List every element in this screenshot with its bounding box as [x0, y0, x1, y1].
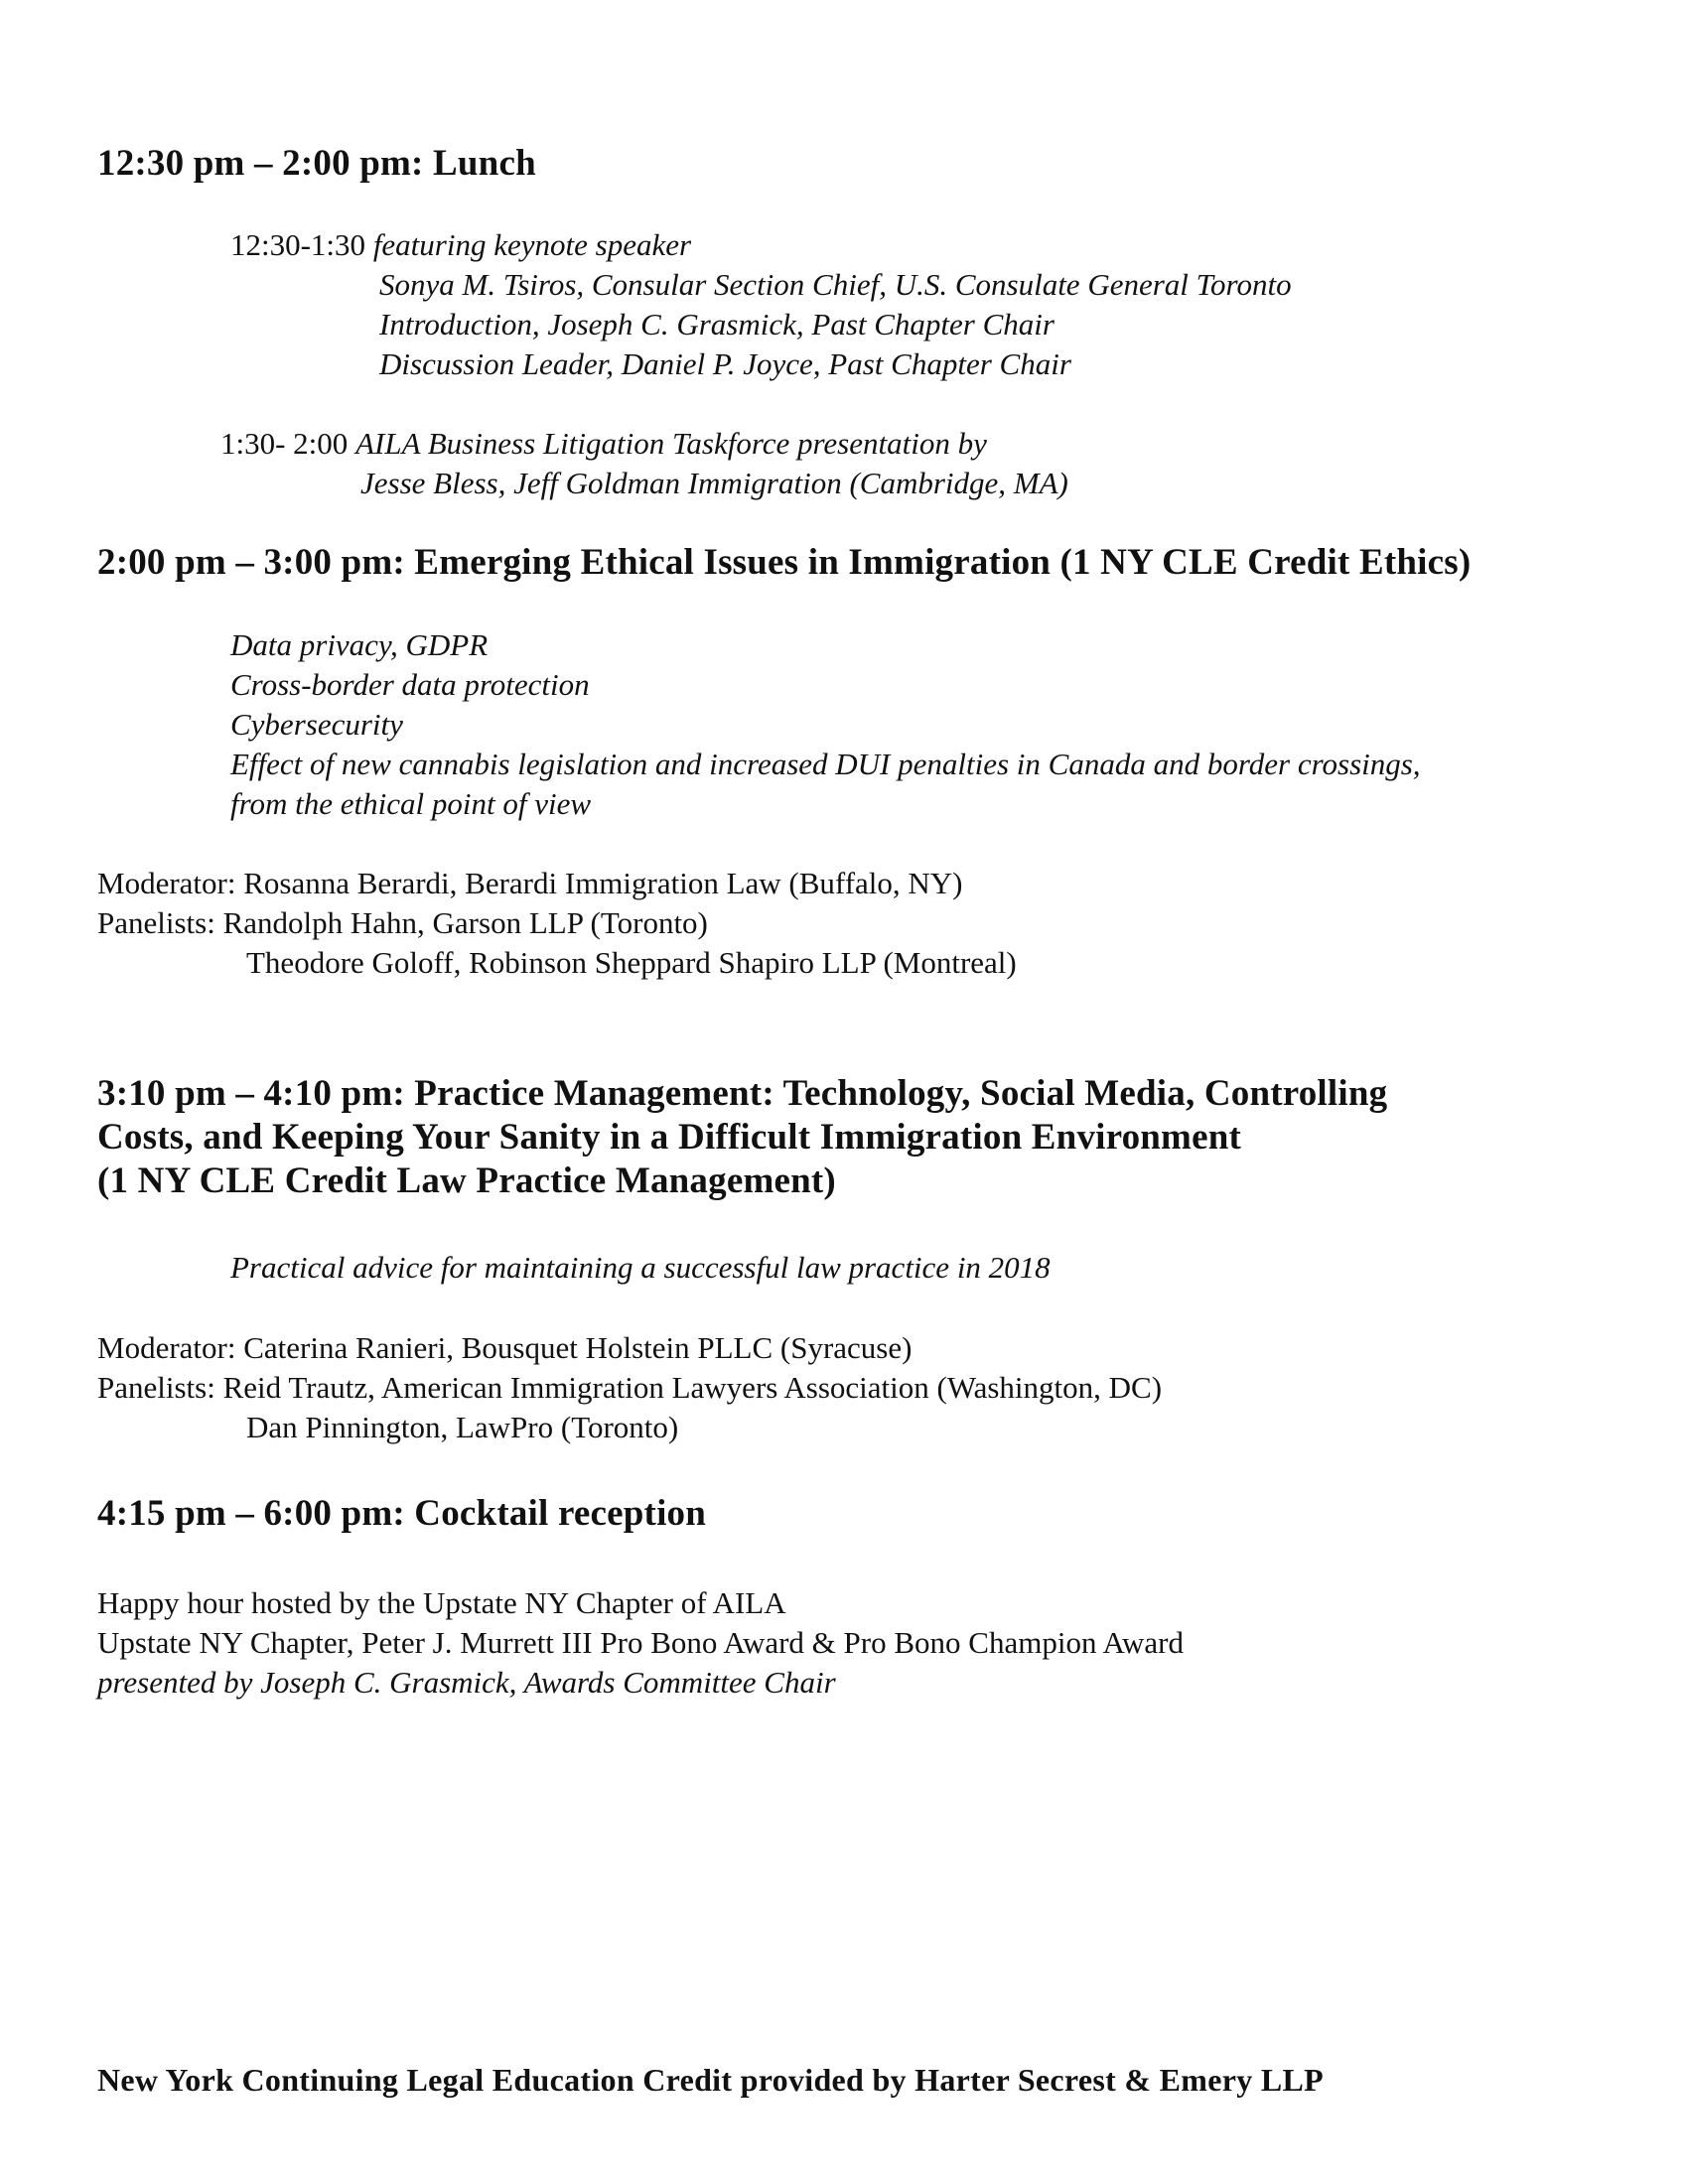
- panelist: Theodore Goloff, Robinson Sheppard Shapiro LLP (Montreal): [246, 945, 1017, 980]
- heading-line: 3:10 pm – 4:10 pm: Practice Management: Technology, Social Media, Controlling: [97, 1073, 1388, 1114]
- session-lunch: [0, 142, 1688, 186]
- topic-item: Data privacy, GDPR: [230, 627, 489, 662]
- session-heading: [0, 1072, 1688, 1203]
- topic-item: Cross-border data protection: [230, 667, 590, 702]
- topic-item: Effect of new cannabis legislation and increased DUI penalties in Canada and border crossings,: [230, 747, 1421, 781]
- session-practice-management: [0, 1072, 1688, 1203]
- item-line: Jesse Bless, Jeff Goldman Immigration (Cambridge, MA): [360, 466, 1068, 500]
- item-line: Introduction, Joseph C. Grasmick, Past Chapter Chair: [379, 307, 1055, 341]
- item-line: Sonya M. Tsiros, Consular Section Chief, U.S. Consulate General Toronto: [379, 267, 1292, 302]
- session-heading: 12:30 pm – 2:00 pm: Lunch: [97, 143, 536, 184]
- cle-credit-note: New York Continuing Legal Education Credit provided by Harter Secrest & Emery LLP: [97, 2062, 1324, 2098]
- aila-time-line: [0, 424, 1688, 464]
- session-ethics: [0, 541, 1688, 585]
- session-heading: 2:00 pm – 3:00 pm: Emerging Ethical Issues in Immigration (1 NY CLE Credit Ethics): [97, 542, 1472, 583]
- detail-line: Upstate NY Chapter, Peter J. Murrett III Pro Bono Award & Pro Bono Champion Award: [97, 1625, 1184, 1660]
- footer: [0, 2028, 1688, 2131]
- heading-line: Costs, and Keeping Your Sanity in a Difficult Immigration Environment: [97, 1117, 1242, 1158]
- ethics-topics: [0, 625, 1688, 824]
- item-time: 1:30- 2:00: [220, 426, 349, 461]
- practice-speakers: [0, 1328, 1688, 1447]
- ethics-speakers: [0, 864, 1688, 983]
- detail-line: Happy hour hosted by the Upstate NY Chapter of AILA: [97, 1585, 786, 1620]
- moderator: Moderator: Caterina Ranieri, Bousquet Holstein PLLC (Syracuse): [97, 1330, 913, 1365]
- item-desc: AILA Business Litigation Taskforce presentation by: [355, 426, 987, 461]
- topic-item: from the ethical point of view: [230, 786, 592, 821]
- panelist: Dan Pinnington, LawPro (Toronto): [246, 1410, 679, 1444]
- cocktail-details: [0, 1583, 1688, 1703]
- topic-item: Practical advice for maintaining a successful law practice in 2018: [230, 1250, 1051, 1285]
- moderator: Moderator: Rosanna Berardi, Berardi Immigration Law (Buffalo, NY): [97, 866, 963, 900]
- keynote-time-line: [0, 225, 1688, 265]
- heading-line: (1 NY CLE Credit Law Practice Management): [97, 1160, 836, 1201]
- item-time: 12:30-1:30: [230, 227, 366, 262]
- presenter-line: presented by Joseph C. Grasmick, Awards Committee Chair: [97, 1665, 836, 1700]
- item-desc: featuring keynote speaker: [372, 227, 692, 262]
- panelists: Panelists: Reid Trautz, American Immigration Lawyers Association (Washington, DC): [97, 1370, 1163, 1405]
- panelists: Panelists: Randolph Hahn, Garson LLP (Toronto): [97, 905, 708, 940]
- session-cocktail: [0, 1492, 1688, 1536]
- lunch-item-keynote: [0, 225, 1688, 384]
- item-line: Discussion Leader, Daniel P. Joyce, Past Chapter Chair: [379, 346, 1071, 381]
- lunch-item-aila: [0, 424, 1688, 503]
- topic-item: Cybersecurity: [230, 707, 403, 742]
- session-heading: 4:15 pm – 6:00 pm: Cocktail reception: [97, 1493, 707, 1534]
- practice-topics: [0, 1248, 1688, 1288]
